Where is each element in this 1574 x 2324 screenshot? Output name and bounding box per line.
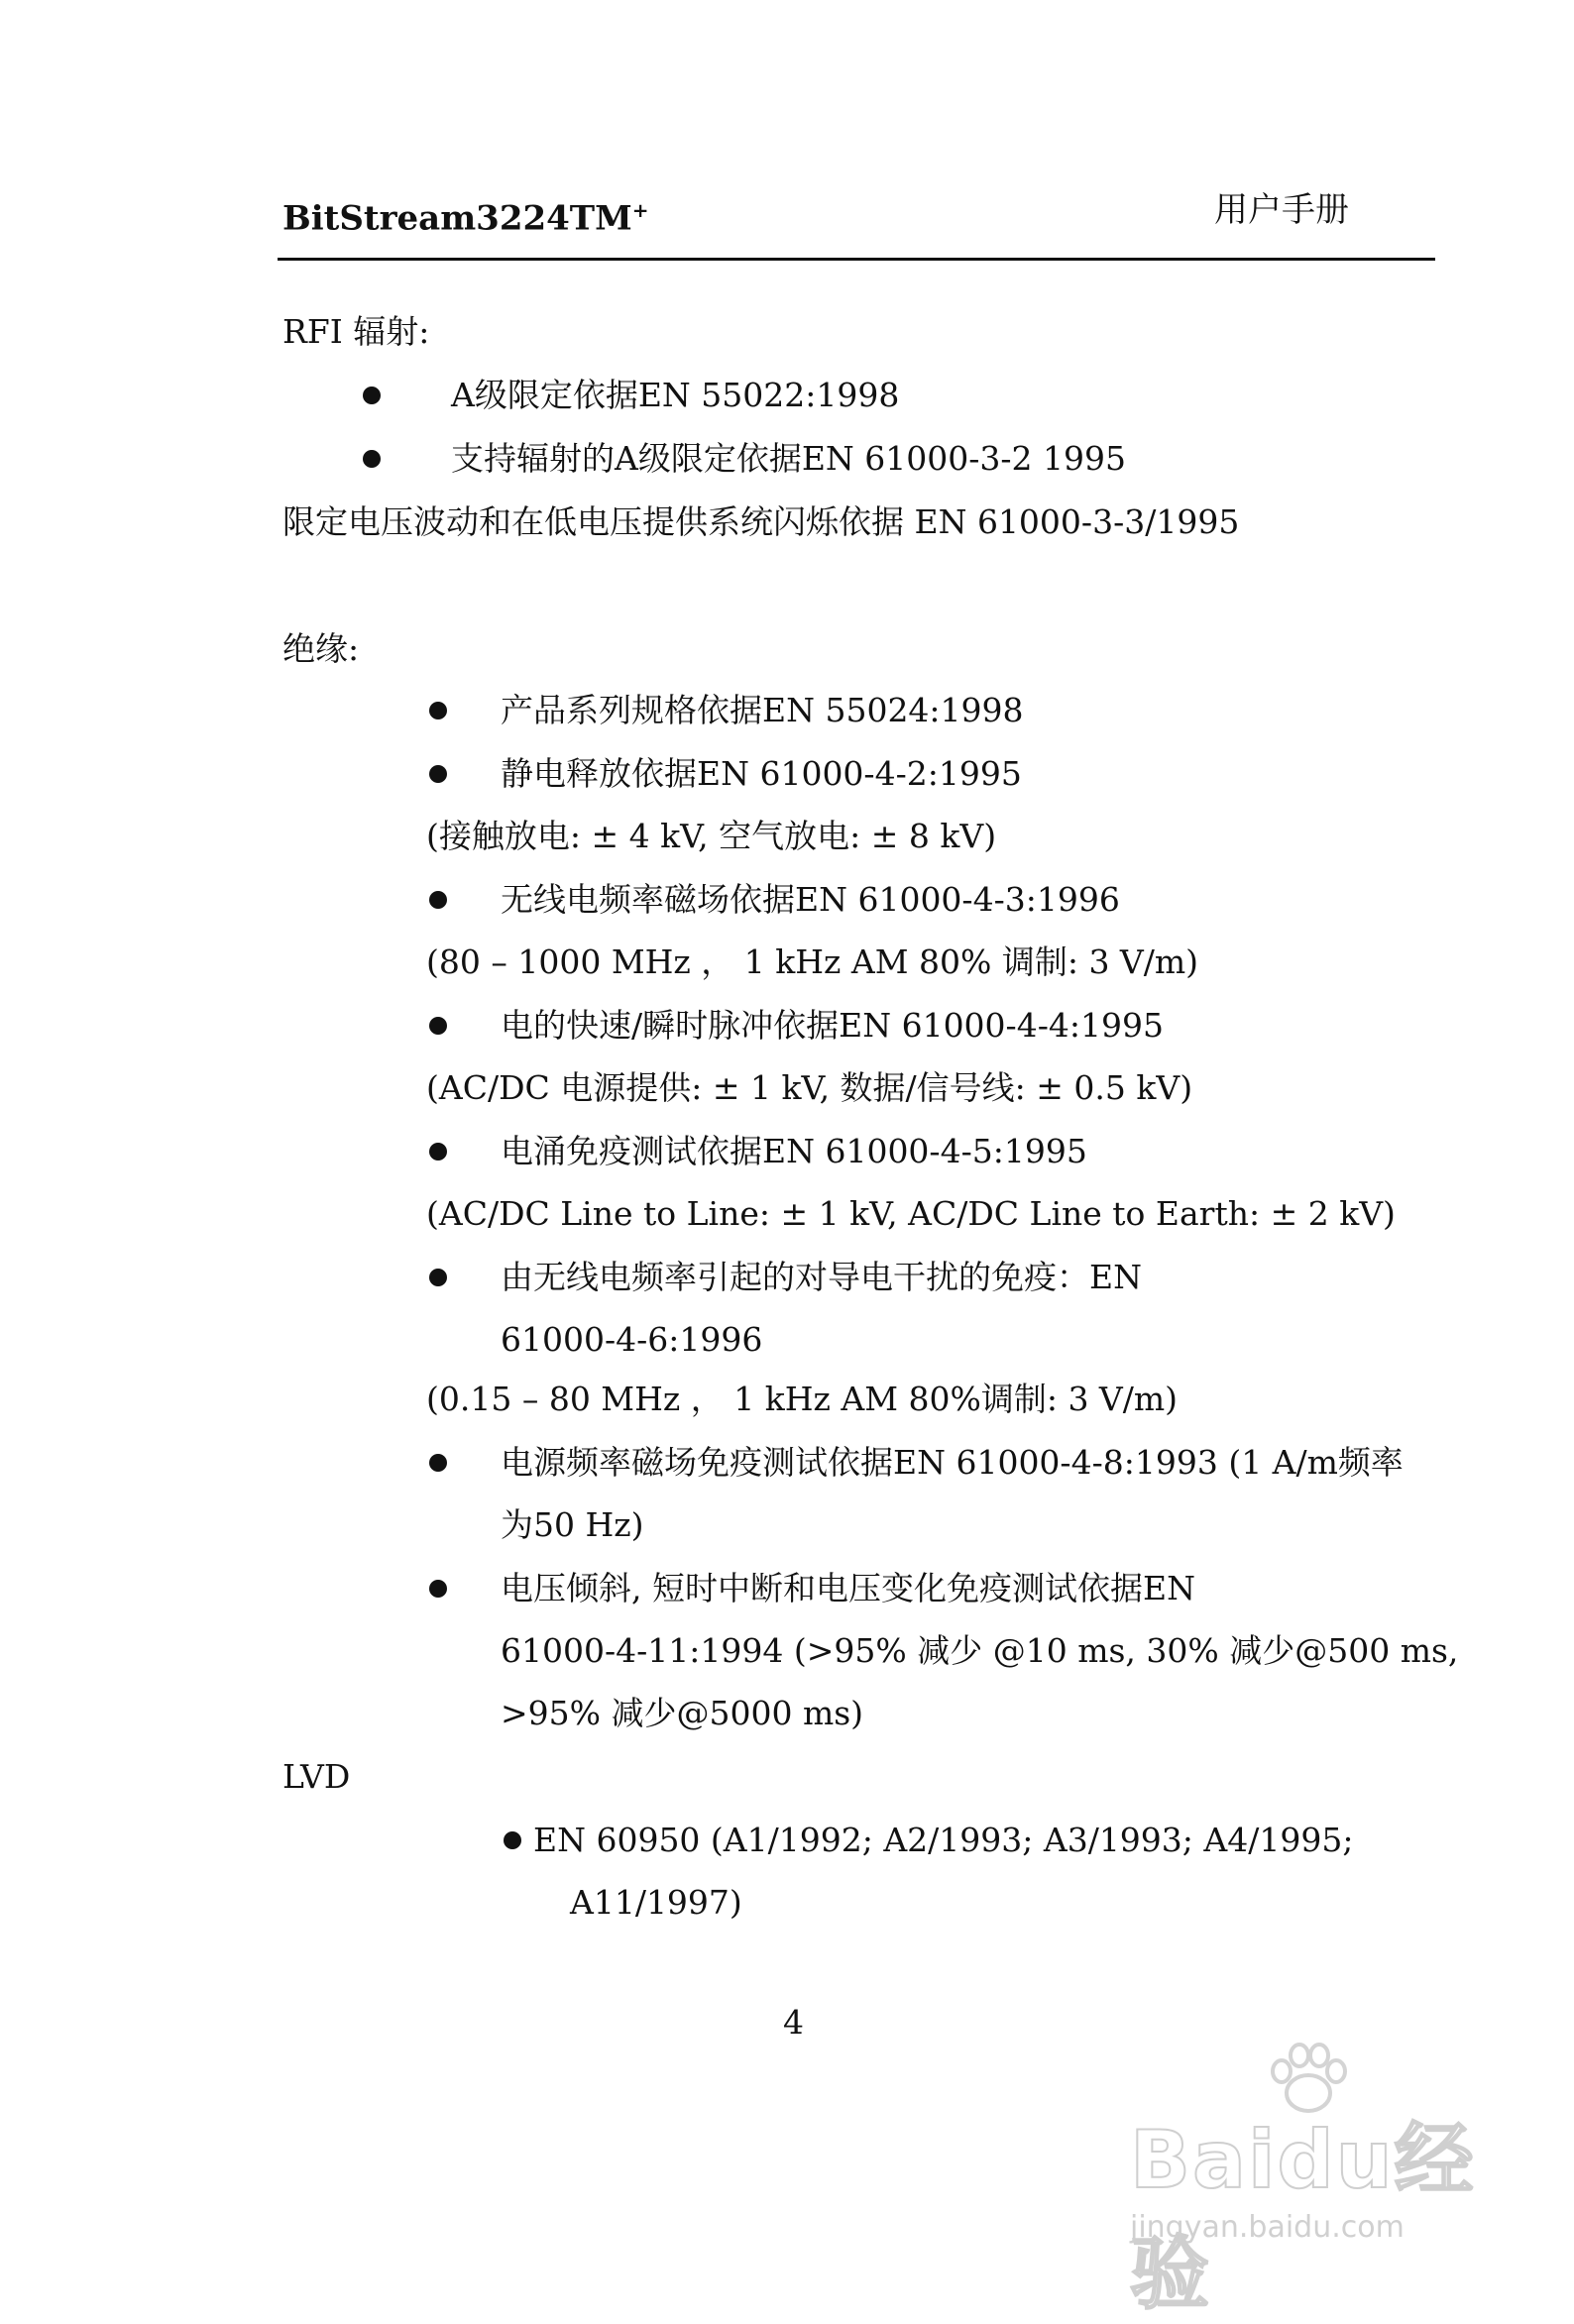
header-rule <box>278 258 1435 261</box>
insulation-line: 电的快速/瞬时脉冲依据EN 61000-4-4:1995 <box>501 1006 1164 1045</box>
insulation-line: 电源频率磁场免疫测试依据EN 61000-4-8:1993 (1 A/m频率 <box>501 1443 1404 1482</box>
insulation-line: 为50 Hz) <box>501 1505 644 1544</box>
bullet-icon <box>429 1269 447 1286</box>
insulation-line: 电压倾斜, 短时中断和电压变化免疫测试依据EN <box>501 1569 1195 1607</box>
insulation-line: 静电释放依据EN 61000-4-2:1995 <box>501 754 1022 793</box>
bullet-icon <box>429 765 447 783</box>
bullet-icon <box>429 702 447 719</box>
insulation-line: (接触放电: ± 4 kV, 空气放电: ± 8 kV) <box>426 817 997 855</box>
lvd-line: EN 60950 (A1/1992; A2/1993; A3/1993; A4/1995; <box>533 1821 1354 1859</box>
insulation-line: 由无线电频率引起的对导电干扰的免疫：EN <box>501 1258 1142 1296</box>
insulation-heading: 绝缘: <box>282 629 360 668</box>
rfi-item: A级限定依据EN 55022:1998 <box>451 376 900 414</box>
insulation-line: (AC/DC 电源提供: ± 1 kV, 数据/信号线: ± 0.5 kV) <box>426 1068 1193 1107</box>
insulation-line: 无线电频率磁场依据EN 61000-4-3:1996 <box>501 880 1120 919</box>
insulation-line: >95% 减少@5000 ms) <box>501 1694 864 1732</box>
watermark <box>1100 2042 1497 2320</box>
insulation-line: 61000-4-11:1994 (>95% 减少 @10 ms, 30% 减少@500 ms, <box>501 1631 1459 1670</box>
insulation-line: (80 – 1000 MHz ， 1 kHz AM 80% 调制: 3 V/m) <box>426 942 1199 981</box>
insulation-line: (0.15 – 80 MHz ， 1 kHz AM 80%调制: 3 V/m) <box>426 1380 1179 1418</box>
bullet-icon <box>363 450 381 468</box>
header-product: BitStream3224TM+ <box>282 198 649 239</box>
insulation-line: 产品系列规格依据EN 55024:1998 <box>501 691 1024 729</box>
bullet-icon <box>429 1454 447 1472</box>
lvd-line: A11/1997) <box>570 1883 742 1922</box>
header-product-sup: + <box>631 198 649 222</box>
rfi-note: 限定电压波动和在低电压提供系统闪烁依据 EN 61000-3-3/1995 <box>282 502 1240 541</box>
rfi-heading: RFI 辐射: <box>282 312 430 351</box>
lvd-heading: LVD <box>282 1757 351 1796</box>
rfi-item: 支持辐射的A级限定依据EN 61000-3-2 1995 <box>451 439 1127 478</box>
watermark-logo: Baidu经验 <box>1130 2114 1476 2320</box>
insulation-line: 61000-4-6:1996 <box>501 1320 763 1359</box>
bullet-icon <box>504 1831 521 1849</box>
bullet-icon <box>429 1580 447 1598</box>
bullet-icon <box>429 1143 447 1161</box>
bullet-icon <box>429 1017 447 1035</box>
watermark-url: jingyan.baidu.com <box>1130 2210 1405 2245</box>
bullet-icon <box>429 891 447 909</box>
page-number: 4 <box>783 2003 804 2042</box>
insulation-line: 电涌免疫测试依据EN 61000-4-5:1995 <box>501 1132 1087 1170</box>
insulation-line: (AC/DC Line to Line: ± 1 kV, AC/DC Line to Earth: ± 2 kV) <box>426 1194 1396 1233</box>
header-title: 用户手册 <box>1214 190 1349 230</box>
bullet-icon <box>363 387 381 404</box>
